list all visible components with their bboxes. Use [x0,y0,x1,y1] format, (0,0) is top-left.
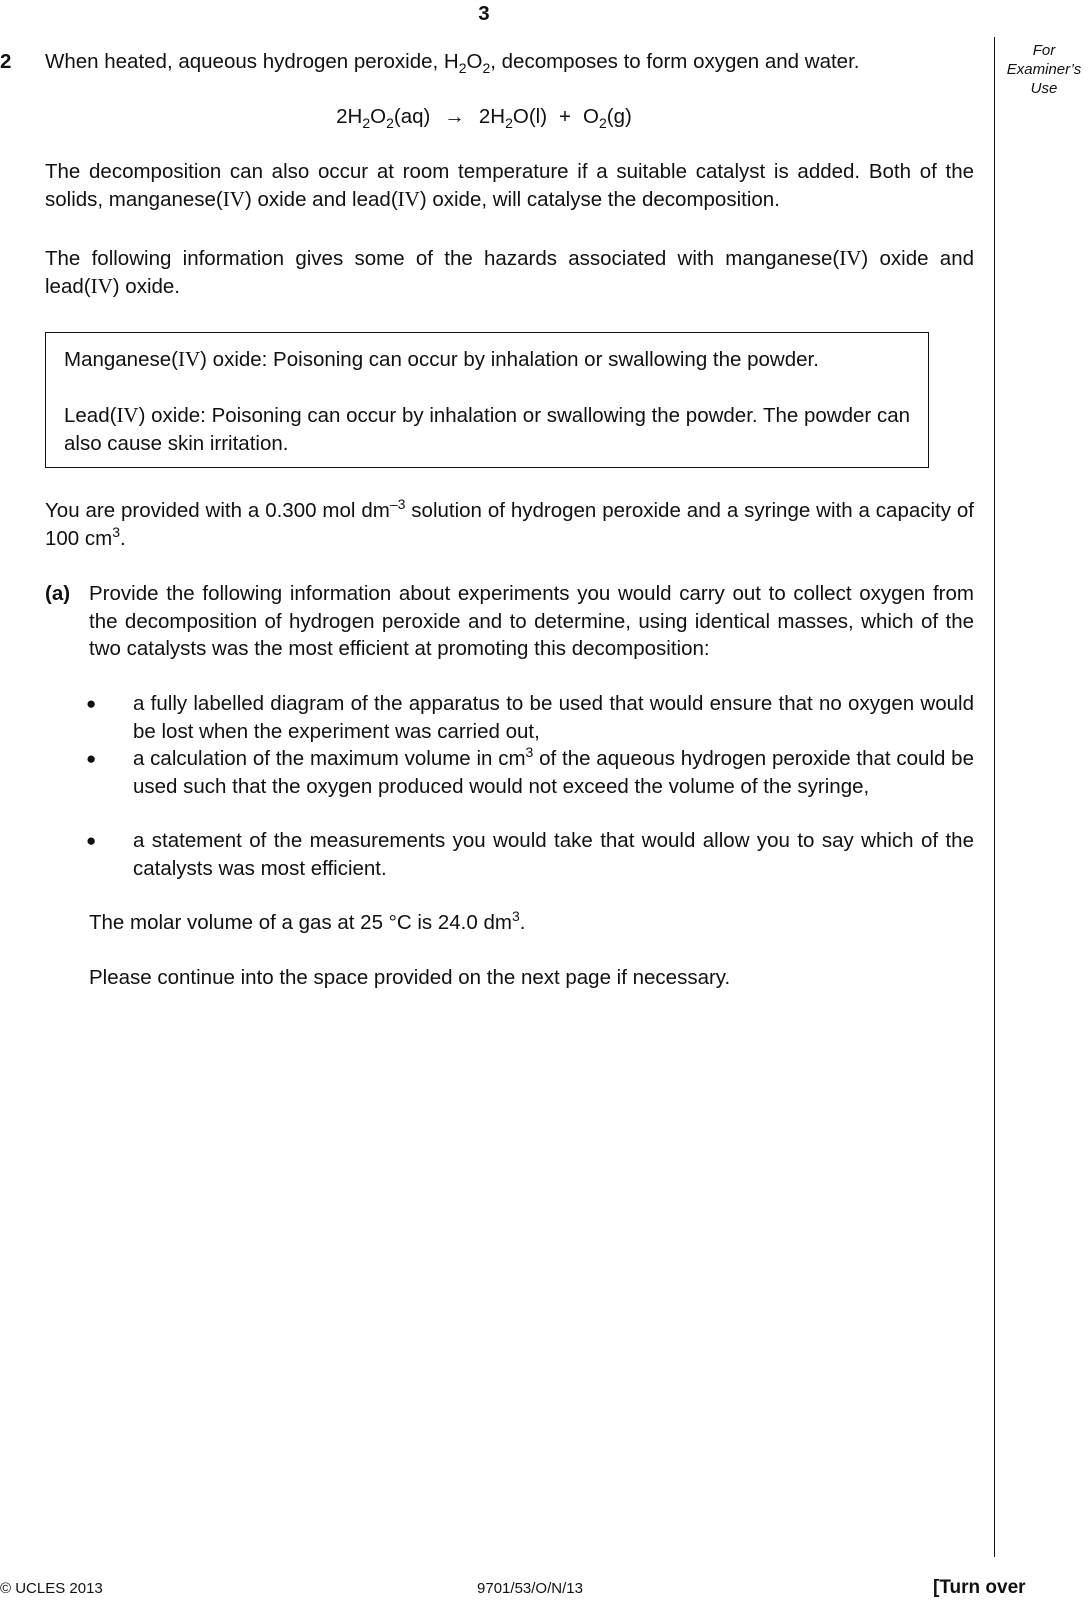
hazards-intro-paragraph: The following information gives some of the hazards associated with manganese(IV) oxide and lead(IV) oxide. [45,246,975,298]
intro-paragraph: When heated, aqueous hydrogen peroxide, $H_2O_2$, decomposes to form oxygen and water. [45,50,860,76]
molar-volume-note: The molar volume of a gas at 25 °C is 24.0 $dm^3$. [89,908,526,934]
bullet-apparatus-diagram: a fully labelled diagram of the apparatus to be used that would ensure that no oxygen would be lost when the experiment was carried out, [133,692,974,743]
lead-hazard: Lead(IV) oxide: Poisoning can occur by inhalation or swallowing the powder. The powder can also cause skin irritation. [64,403,910,455]
catalyst-paragraph: The decomposition can also occur at room temperature if a suitable catalyst is added. Both of the solids, manganese(IV) oxide and lead(IV) oxide, will catalyse the decomposition. [45,160,974,211]
hazard-info-box [45,332,929,468]
copyright-footer: © UCLES 2013 [0,1580,103,1597]
bullet-marker: ● [86,749,97,768]
examiner-label-line: For [1032,42,1056,59]
examiner-use-column [1000,41,1088,98]
paper-code-footer: 9701/53/O/N/13 [477,1580,583,1597]
bullet-measurements: a statement of the measurements you would take that would allow you to say which of the catalysts was most efficient. [133,829,974,880]
examiner-label-line: Use [1030,80,1058,97]
examiner-margin-line [994,37,995,1557]
continue-note: Please continue into the space provided on the next page if necessary. [89,966,731,989]
part-a-label: (a) [45,582,71,605]
page-number: 3 [478,2,490,25]
part-a-text: Provide the following information about experiments you would carry out to collect oxygen from the decomposition of hydrogen peroxide and to determine, using identical masses, which of the two catalysts was the most efficient at promoting this decomposition: [89,582,974,660]
turn-over-label: [Turn over [933,1577,1026,1598]
bullet-marker: ● [86,831,97,850]
reaction-arrow: → [444,105,465,128]
examiner-label-line: Examiner’s [1006,61,1082,78]
bullet-volume-calculation: a calculation of the maximum volume in $cm^3$ of the aqueous hydrogen peroxide that could be used such that the oxygen produced would not exceed the volume of the syringe, [133,744,974,798]
manganese-hazard: Manganese(IV) oxide: Poisoning can occur by inhalation or swallowing the powder. [64,347,819,371]
provided-materials-paragraph: You are provided with a 0.300 mol $dm^{-3}$ solution of hydrogen peroxide and a syringe with a capacity of 100 $cm^3$. [45,496,974,550]
question-number: 2 [0,50,12,73]
decomposition-equation: $2H_2O_2(aq) \to 2H_2O(l) + O_2(g)$ [336,105,632,131]
bullet-marker: ● [86,694,97,713]
